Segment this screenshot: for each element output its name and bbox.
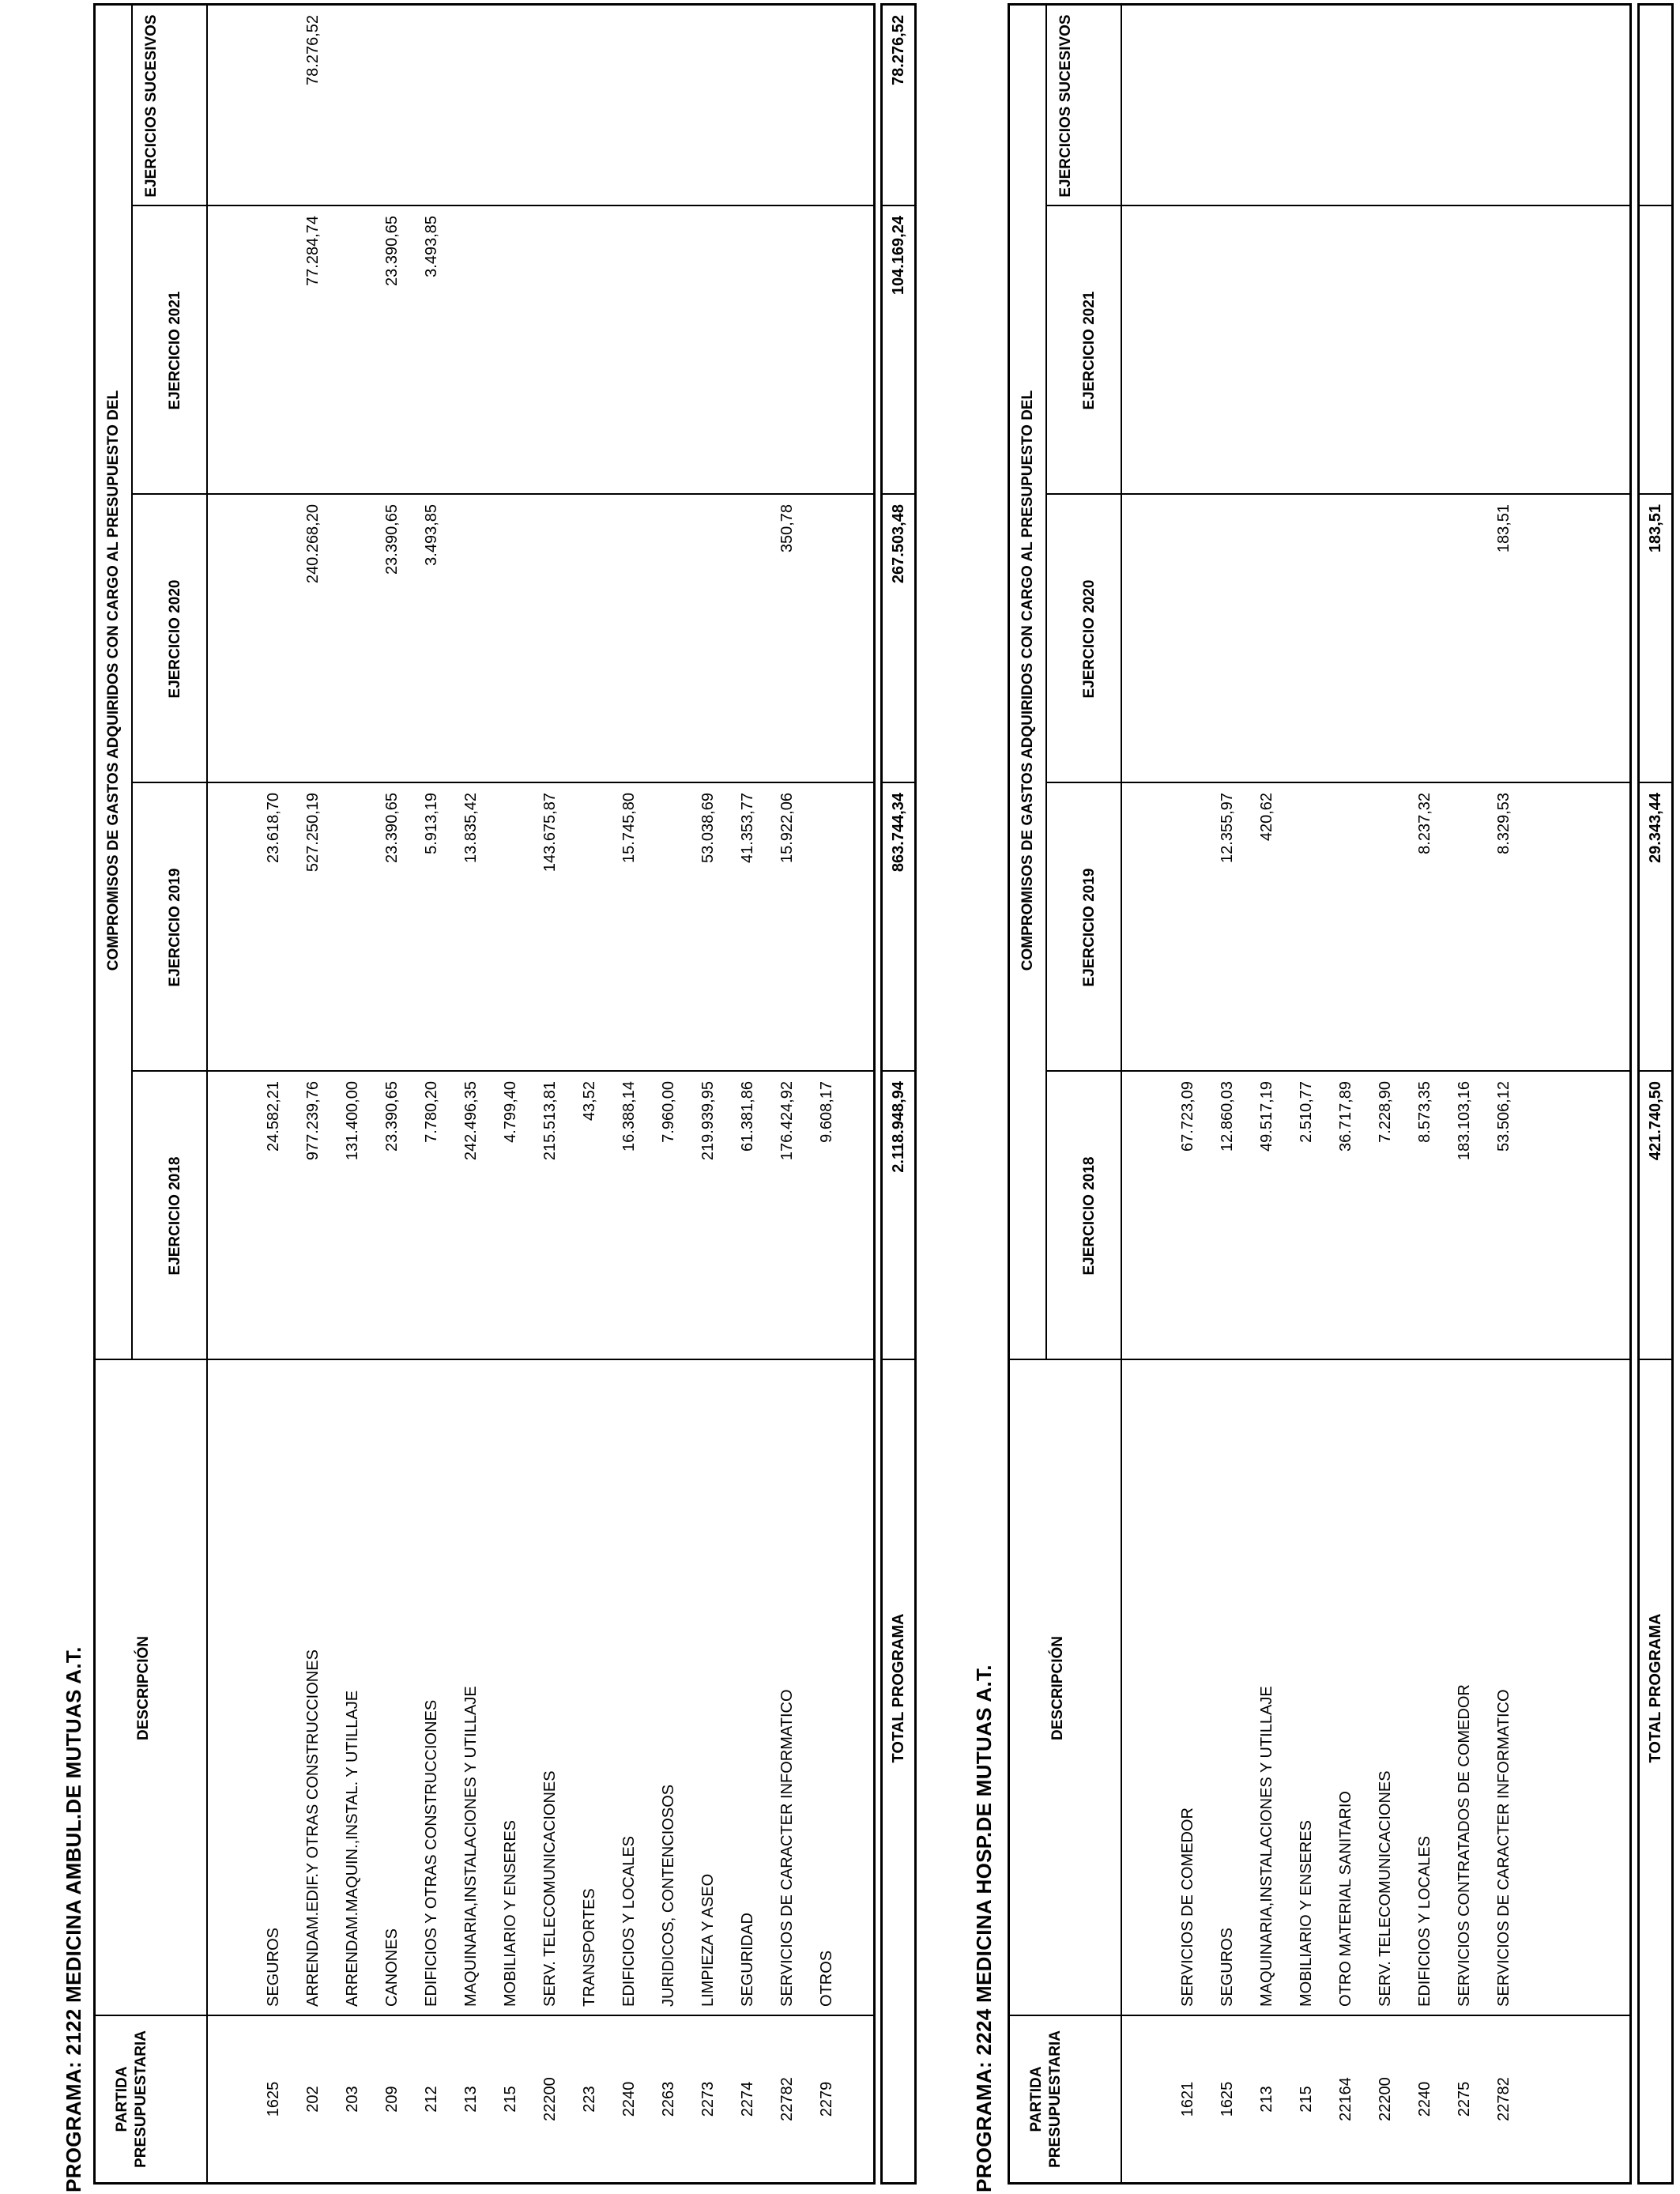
ejercicio-2021-cell (807, 206, 846, 495)
ejercicio-2019-cell (1365, 783, 1405, 1072)
compromisos-header: COMPROMISOS DE GASTOS ADQUIRIDOS CON CARGO AL PRESUPUESTO DEL (105, 390, 122, 971)
ejercicio-2020-header: EJERCICIO 2020 (1081, 579, 1098, 699)
ejercicios-sucesivos-cell (491, 6, 530, 206)
ejercicio-2020-cell (451, 495, 491, 783)
ejercicio-2021-header: EJERCICIO 2021 (1081, 291, 1098, 410)
ejercicio-2020-cell (1365, 495, 1405, 783)
partida-header: PARTIDA PRESUPUESTARIA (114, 2030, 149, 2168)
descripcion-cell: ARRENDAM.EDIF.Y OTRAS CONSTRUCCIONES (304, 1649, 322, 2007)
descripcion-cell: SERVICIOS DE CARACTER INFORMATICO (778, 1689, 796, 2007)
descripcion-cell: EDIFICIOS Y OTRAS CONSTRUCCIONES (423, 1699, 440, 2007)
ejercicio-2021-cell (1326, 206, 1365, 495)
ejercicio-2020-cell: 23.390,65 (383, 504, 401, 575)
ejercicio-2021-cell (1445, 206, 1484, 495)
table-row (1207, 6, 1247, 2182)
descripcion-cell: SEGUROS (1219, 1927, 1236, 2007)
ejercicios-sucesivos-header: EJERCICIOS SUCESIVOS (1057, 14, 1074, 198)
partida-cell: 22164 (1337, 2077, 1354, 2121)
ejercicio-2020-cell (491, 495, 530, 783)
ejercicios-sucesivos-cell (609, 6, 649, 206)
partida-cell: 209 (383, 2086, 401, 2113)
ejercicio-2018-cell: 176.424,92 (778, 1081, 796, 1161)
ejercicio-2020-cell (530, 495, 570, 783)
table-row (1365, 6, 1405, 2182)
ejercicio-2021-cell (1207, 206, 1247, 495)
ejercicio-2019-cell (333, 783, 372, 1072)
descripcion-cell: SERV. TELECOMUNICACIONES (1377, 1770, 1394, 2007)
ejercicio-2019-cell: 143.675,87 (541, 793, 559, 873)
table-row (807, 6, 846, 2182)
ejercicio-2021-cell (649, 206, 688, 495)
descripcion-cell: SERVICIOS CONTRATADOS DE COMEDOR (1456, 1684, 1473, 2007)
descripcion-cell: TRANSPORTES (581, 1888, 598, 2007)
ejercicio-2019-cell: 41.353,77 (739, 793, 756, 863)
partida-cell: 22200 (1377, 2077, 1394, 2121)
ejercicio-2021-cell (491, 206, 530, 495)
ejercicios-sucesivos-cell (333, 6, 372, 206)
ejercicio-2020-cell (688, 495, 728, 783)
table-row (412, 6, 451, 2182)
total-sucesivos (1640, 6, 1671, 206)
partida-cell: 22782 (1495, 2077, 1512, 2121)
ejercicios-sucesivos-cell (1286, 6, 1326, 206)
ejercicios-sucesivos-cell (728, 6, 767, 206)
descripcion-cell: EDIFICIOS Y LOCALES (620, 1835, 638, 2007)
program-title: PROGRAMA: 2122 MEDICINA AMBUL.DE MUTUAS A.T. (62, 1646, 85, 2192)
ejercicio-2021-cell (254, 206, 293, 495)
descripcion-cell: MOBILIARIO Y ENSERES (502, 1819, 519, 2007)
total-label: TOTAL PROGRAMA (1647, 1613, 1664, 1763)
ejercicios-sucesivos-cell (372, 6, 412, 206)
table-row (767, 6, 807, 2182)
partida-cell: 2273 (699, 2081, 717, 2117)
ejercicio-2018-cell: 9.608,17 (818, 1081, 835, 1143)
descripcion-header: DESCRIPCIÓN (1049, 1636, 1066, 1740)
ejercicio-2021-cell (728, 206, 767, 495)
descripcion-cell: LIMPIEZA Y ASEO (699, 1873, 717, 2007)
ejercicio-2019-cell (1168, 783, 1207, 1072)
table-row (372, 6, 412, 2182)
table-row (728, 6, 767, 2182)
ejercicio-2020-cell (333, 495, 372, 783)
ejercicios-sucesivos-header: EJERCICIOS SUCESIVOS (143, 14, 160, 198)
ejercicio-2019-cell: 23.390,65 (383, 793, 401, 863)
ejercicio-2018-header: EJERCICIO 2018 (1081, 1156, 1098, 1276)
table-row (570, 6, 609, 2182)
ejercicio-2019-cell: 8.237,32 (1416, 793, 1433, 854)
table-row (1484, 6, 1524, 2182)
ejercicio-2020-cell (1207, 495, 1247, 783)
partida-cell: 223 (581, 2086, 598, 2113)
ejercicios-sucesivos-cell (1484, 6, 1524, 206)
ejercicio-2021-cell (451, 206, 491, 495)
ejercicio-2019-cell: 5.913,19 (423, 793, 440, 854)
ejercicio-2018-cell: 131.400,00 (344, 1081, 361, 1161)
ejercicios-sucesivos-cell (570, 6, 609, 206)
table-row (609, 6, 649, 2182)
compromisos-header: COMPROMISOS DE GASTOS ADQUIRIDOS CON CARGO AL PRESUPUESTO DEL (1019, 390, 1036, 971)
ejercicio-2018-cell: 12.860,03 (1219, 1081, 1236, 1152)
ejercicio-2018-cell: 67.723,09 (1179, 1081, 1196, 1152)
table-row (1286, 6, 1326, 2182)
table-row (1445, 6, 1484, 2182)
table-row (1247, 6, 1286, 2182)
ejercicio-2021-cell (609, 206, 649, 495)
partida-header: PARTIDA PRESUPUESTARIA (1028, 2030, 1064, 2168)
ejercicio-2020-cell (1286, 495, 1326, 783)
partida-cell: 203 (344, 2086, 361, 2113)
ejercicios-sucesivos-cell (767, 6, 807, 206)
ejercicios-sucesivos-cell (1247, 6, 1286, 206)
ejercicio-2020-cell: 183,51 (1495, 504, 1512, 553)
descripcion-cell: MAQUINARIA,INSTALACIONES Y UTILLAJE (1258, 1686, 1275, 2007)
ejercicio-2020-cell (1405, 495, 1445, 783)
ejercicio-2021-cell (1168, 206, 1207, 495)
ejercicio-2019-cell (1286, 783, 1326, 1072)
ejercicio-2020-cell: 350,78 (778, 504, 796, 553)
total-label: TOTAL PROGRAMA (890, 1613, 907, 1763)
table-row (1326, 6, 1365, 2182)
partida-cell: 2275 (1456, 2081, 1473, 2117)
partida-cell: 2240 (1416, 2081, 1433, 2117)
ejercicio-2021-cell: 77.284,74 (304, 216, 322, 286)
ejercicio-2021-cell (688, 206, 728, 495)
total-2020: 267.503,48 (890, 504, 907, 584)
ejercicio-2019-cell: 15.922,06 (778, 793, 796, 863)
partida-cell: 2279 (818, 2081, 835, 2117)
ejercicio-2021-header: EJERCICIO 2021 (167, 291, 183, 410)
ejercicios-sucesivos-cell (688, 6, 728, 206)
table-row (649, 6, 688, 2182)
descripcion-header: DESCRIPCIÓN (135, 1636, 152, 1740)
total-2019: 863.744,34 (890, 793, 907, 873)
total-2018: 2.118.948,94 (890, 1081, 907, 1173)
ejercicio-2021-cell (1405, 206, 1445, 495)
ejercicio-2019-header: EJERCICIO 2019 (1081, 868, 1098, 987)
ejercicio-2018-cell: 7.960,00 (660, 1081, 677, 1143)
ejercicio-2018-cell: 8.573,35 (1416, 1081, 1433, 1143)
table-row (333, 6, 372, 2182)
ejercicio-2019-cell (570, 783, 609, 1072)
ejercicio-2019-cell: 13.835,42 (462, 793, 480, 863)
ejercicio-2021-cell (1247, 206, 1286, 495)
partida-cell: 1621 (1179, 2081, 1196, 2117)
ejercicios-sucesivos-cell (1168, 6, 1207, 206)
partida-cell: 212 (423, 2086, 440, 2113)
ejercicio-2020-cell (570, 495, 609, 783)
descripcion-cell: EDIFICIOS Y LOCALES (1416, 1835, 1433, 2007)
total-2021: 104.169,24 (890, 216, 907, 296)
total-2018: 421.740,50 (1647, 1081, 1664, 1161)
ejercicio-2020-cell (1247, 495, 1286, 783)
ejercicio-2018-cell: 24.582,21 (265, 1081, 282, 1152)
ejercicio-2018-cell: 183.103,16 (1456, 1081, 1473, 1161)
ejercicio-2018-cell: 53.506,12 (1495, 1081, 1512, 1152)
ejercicio-2018-cell: 23.390,65 (383, 1081, 401, 1152)
total-row (880, 3, 917, 2185)
total-2021 (1640, 206, 1671, 495)
ejercicio-2018-cell: 215.513,81 (541, 1081, 559, 1161)
table-row (1168, 6, 1207, 2182)
descripcion-cell: SERV. TELECOMUNICACIONES (541, 1770, 559, 2007)
ejercicio-2020-cell (1445, 495, 1484, 783)
ejercicio-2020-cell: 3.493,85 (423, 504, 440, 566)
table-row (254, 6, 293, 2182)
ejercicio-2020-cell (807, 495, 846, 783)
program-table-2224 (1008, 3, 1632, 2185)
ejercicio-2020-cell (1326, 495, 1365, 783)
descripcion-cell: SERVICIOS DE CARACTER INFORMATICO (1495, 1689, 1512, 2007)
ejercicio-2019-cell: 420,62 (1258, 793, 1275, 842)
ejercicio-2018-cell: 16.388,14 (620, 1081, 638, 1152)
ejercicios-sucesivos-cell (1405, 6, 1445, 206)
ejercicio-2018-cell: 4.799,40 (502, 1081, 519, 1143)
total-2019: 29.343,44 (1647, 793, 1664, 863)
ejercicio-2018-cell: 49.517,19 (1258, 1081, 1275, 1152)
partida-cell: 215 (502, 2086, 519, 2113)
ejercicio-2018-cell: 43,52 (581, 1081, 598, 1122)
ejercicio-2020-cell (609, 495, 649, 783)
table-row (491, 6, 530, 2182)
ejercicio-2020-cell (728, 495, 767, 783)
ejercicio-2018-cell: 219.939,95 (699, 1081, 717, 1161)
partida-cell: 213 (1258, 2086, 1275, 2113)
ejercicios-sucesivos-cell (1207, 6, 1247, 206)
ejercicio-2019-cell: 12.355,97 (1219, 793, 1236, 863)
descripcion-cell: MAQUINARIA,INSTALACIONES Y UTILLAJE (462, 1686, 480, 2007)
ejercicio-2021-cell (1365, 206, 1405, 495)
partida-cell: 22782 (778, 2077, 796, 2121)
total-row (1637, 3, 1674, 2185)
ejercicios-sucesivos-cell (1326, 6, 1365, 206)
partida-cell: 2274 (739, 2081, 756, 2117)
ejercicios-sucesivos-cell (451, 6, 491, 206)
table-row (451, 6, 491, 2182)
total-2020: 183,51 (1647, 504, 1664, 553)
ejercicio-2019-cell: 527.250,19 (304, 793, 322, 873)
program-table-2122 (93, 3, 876, 2185)
ejercicio-2019-header: EJERCICIO 2019 (167, 868, 183, 987)
ejercicio-2019-cell: 15.745,80 (620, 793, 638, 863)
descripcion-cell: ARRENDAM.MAQUIN.,INSTAL. Y UTILLAJE (344, 1690, 361, 2007)
descripcion-cell: CANONES (383, 1928, 401, 2007)
ejercicios-sucesivos-cell (649, 6, 688, 206)
ejercicio-2020-cell (1168, 495, 1207, 783)
ejercicio-2018-cell: 36.717,89 (1337, 1081, 1354, 1152)
ejercicio-2020-cell (649, 495, 688, 783)
ejercicios-sucesivos-cell (1445, 6, 1484, 206)
ejercicio-2018-cell: 977.239,76 (304, 1081, 322, 1161)
ejercicio-2021-cell (767, 206, 807, 495)
ejercicio-2018-cell: 7.228,90 (1377, 1081, 1394, 1143)
ejercicio-2021-cell (570, 206, 609, 495)
total-sucesivos: 78.276,52 (890, 15, 907, 85)
descripcion-cell: OTRO MATERIAL SANITARIO (1337, 1791, 1354, 2007)
ejercicio-2019-cell (1326, 783, 1365, 1072)
partida-cell: 2263 (660, 2081, 677, 2117)
ejercicio-2019-cell: 8.329,53 (1495, 793, 1512, 854)
partida-cell: 215 (1298, 2086, 1315, 2113)
partida-cell: 213 (462, 2086, 480, 2113)
descripcion-cell: JURIDICOS, CONTENCIOSOS (660, 1784, 677, 2007)
ejercicio-2021-cell (530, 206, 570, 495)
partida-cell: 22200 (541, 2077, 559, 2121)
ejercicios-sucesivos-cell (412, 6, 451, 206)
ejercicio-2019-cell (491, 783, 530, 1072)
ejercicios-sucesivos-cell: 78.276,52 (304, 15, 322, 85)
program-title: PROGRAMA: 2224 MEDICINA HOSP.DE MUTUAS A.T. (972, 1664, 996, 2192)
ejercicio-2021-cell (333, 206, 372, 495)
ejercicio-2019-cell (649, 783, 688, 1072)
descripcion-cell: SEGUROS (265, 1927, 282, 2007)
ejercicio-2018-header: EJERCICIO 2018 (167, 1156, 183, 1276)
ejercicio-2018-cell: 2.510,77 (1298, 1081, 1315, 1143)
ejercicios-sucesivos-cell (530, 6, 570, 206)
ejercicio-2019-cell (1445, 783, 1484, 1072)
ejercicios-sucesivos-cell (807, 6, 846, 206)
ejercicio-2021-cell: 23.390,65 (383, 216, 401, 286)
table-row (530, 6, 570, 2182)
table-row (688, 6, 728, 2182)
ejercicio-2018-cell: 61.381,86 (739, 1081, 756, 1152)
descripcion-cell: MOBILIARIO Y ENSERES (1298, 1819, 1315, 2007)
ejercicios-sucesivos-cell (254, 6, 293, 206)
ejercicio-2019-cell: 23.618,70 (265, 793, 282, 863)
ejercicio-2020-cell (254, 495, 293, 783)
descripcion-cell: OTROS (818, 1950, 835, 2007)
ejercicio-2020-cell: 240.268,20 (304, 504, 322, 584)
partida-cell: 1625 (265, 2081, 282, 2117)
ejercicio-2021-cell (1484, 206, 1524, 495)
ejercicio-2018-cell: 7.780,20 (423, 1081, 440, 1143)
descripcion-cell: SERVICIOS DE COMEDOR (1179, 1808, 1196, 2007)
ejercicio-2021-cell (1286, 206, 1326, 495)
ejercicio-2020-header: EJERCICIO 2020 (167, 579, 183, 699)
table-row (293, 6, 333, 2182)
partida-cell: 1625 (1219, 2081, 1236, 2117)
partida-cell: 2240 (620, 2081, 638, 2117)
ejercicio-2018-cell: 242.496,35 (462, 1081, 480, 1161)
partida-cell: 202 (304, 2086, 322, 2113)
ejercicio-2021-cell: 3.493,85 (423, 216, 440, 277)
ejercicio-2019-cell: 53.038,69 (699, 793, 717, 863)
descripcion-cell: SEGURIDAD (739, 1913, 756, 2007)
ejercicio-2019-cell (807, 783, 846, 1072)
table-row (1405, 6, 1445, 2182)
ejercicios-sucesivos-cell (1365, 6, 1405, 206)
